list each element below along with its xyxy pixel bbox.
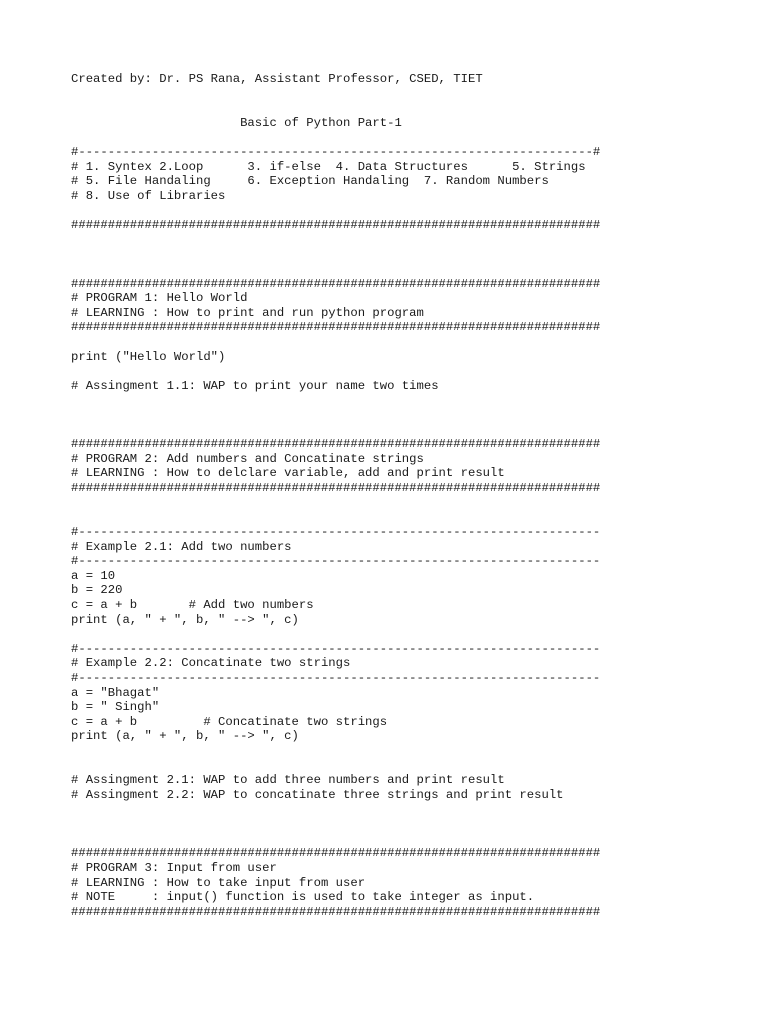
code-line: # PROGRAM 1: Hello World <box>71 291 248 306</box>
code-line: ######################################################################## <box>71 218 601 233</box>
blank-line <box>71 393 600 408</box>
blank-line <box>71 87 600 102</box>
code-line: # PROGRAM 2: Add numbers and Concatinate strings <box>71 451 424 466</box>
code-line: # 5. File Handaling 6. Exception Handaling 7. Random Numbers <box>71 174 549 189</box>
code-line: # Assingment 2.1: WAP to add three numbers and print result <box>71 773 505 788</box>
code-line: # NOTE : input() function is used to take integer as input. <box>71 890 535 905</box>
code-line: ######################################################################## <box>71 276 601 291</box>
code-line: # Assingment 1.1: WAP to print your name two times <box>71 378 439 393</box>
code-line: print ("Hello World") <box>71 349 226 364</box>
code-line: #----------------------------------------------------------------------- <box>71 554 601 569</box>
blank-line <box>71 247 600 262</box>
blank-line <box>71 759 600 774</box>
code-line: ######################################################################## <box>71 846 601 861</box>
blank-line <box>71 408 600 423</box>
code-line: a = 10 <box>71 568 116 583</box>
code-line: #----------------------------------------------------------------------# <box>71 145 601 160</box>
blank-line <box>71 627 600 642</box>
code-line: #----------------------------------------------------------------------- <box>71 524 601 539</box>
code-line: b = 220 <box>71 583 123 598</box>
code-line: #----------------------------------------------------------------------- <box>71 670 601 685</box>
code-line: Created by: Dr. PS Rana, Assistant Professor, CSED, TIET <box>71 72 483 86</box>
code-line: Basic of Python Part-1 <box>71 115 402 130</box>
blank-line <box>71 101 600 116</box>
code-line: # 1. Syntex 2.Loop 3. if-else 4. Data Structures 5. Strings <box>71 159 586 174</box>
blank-line <box>71 496 600 511</box>
code-line: ######################################################################## <box>71 437 601 452</box>
blank-line <box>71 335 600 350</box>
code-line: c = a + b # Add two numbers <box>71 597 314 612</box>
code-line: # LEARNING : How to take input from user <box>71 875 366 890</box>
blank-line <box>71 423 600 438</box>
blank-line <box>71 817 600 832</box>
code-line: # Example 2.1: Add two numbers <box>71 539 292 554</box>
code-line: ######################################################################## <box>71 481 601 496</box>
code-line: # LEARNING : How to print and run python program <box>71 305 424 320</box>
blank-line <box>71 233 600 248</box>
code-line: # PROGRAM 3: Input from user <box>71 860 277 875</box>
code-line: print (a, " + ", b, " --> ", c) <box>71 612 299 627</box>
code-line: ######################################################################## <box>71 320 601 335</box>
blank-line <box>71 744 600 759</box>
code-line: # Assingment 2.2: WAP to concatinate three strings and print result <box>71 787 564 802</box>
code-line: #----------------------------------------------------------------------- <box>71 641 601 656</box>
code-line: # LEARNING : How to delclare variable, add and print result <box>71 466 505 481</box>
code-line: a = "Bhagat" <box>71 685 160 700</box>
code-line: b = " Singh" <box>71 700 160 715</box>
code-line: # Example 2.2: Concatinate two strings <box>71 656 351 671</box>
blank-line <box>71 130 600 145</box>
code-line: # 8. Use of Libraries <box>71 188 226 203</box>
blank-line <box>71 262 600 277</box>
code-line: ######################################################################## <box>71 904 601 919</box>
code-line: print (a, " + ", b, " --> ", c) <box>71 729 299 744</box>
blank-line <box>71 832 600 847</box>
blank-line <box>71 802 600 817</box>
blank-line <box>71 510 600 525</box>
code-line: c = a + b # Concatinate two strings <box>71 714 388 729</box>
blank-line <box>71 203 600 218</box>
code-listing <box>71 72 600 919</box>
blank-line <box>71 364 600 379</box>
